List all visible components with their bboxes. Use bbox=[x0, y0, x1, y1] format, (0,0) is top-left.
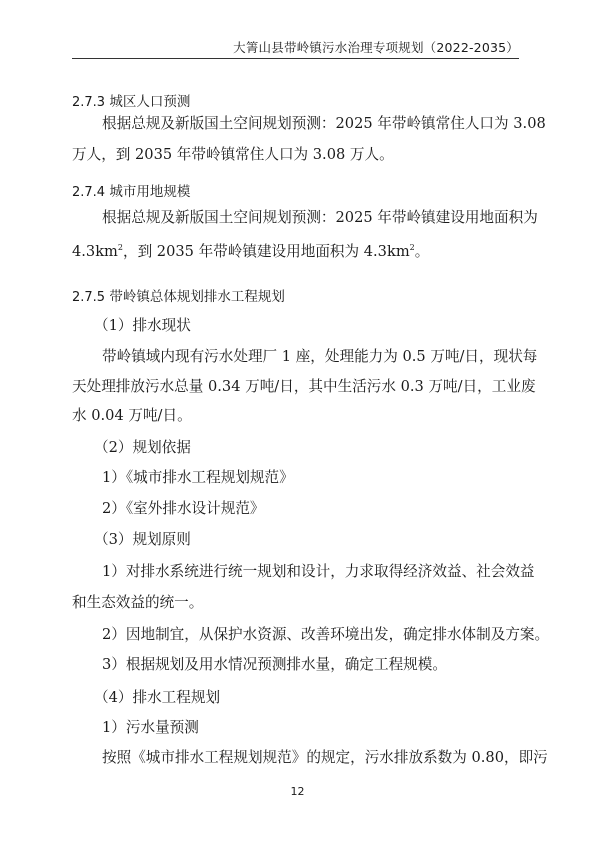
section-title: 城市用地规模 bbox=[109, 184, 191, 200]
subheading: （4）排水工程规划 bbox=[94, 689, 221, 706]
paragraph-line: 带岭镇域内现有污水处理厂 1 座，处理能力为 0.5 万吨/日，现状每 bbox=[102, 348, 538, 365]
list-item: 2）《室外排水设计规范》 bbox=[102, 500, 265, 517]
subheading: （2）规划依据 bbox=[94, 439, 191, 456]
section-heading-2-7-4 bbox=[72, 180, 190, 200]
paragraph-line: 水 0.04 万吨/日。 bbox=[72, 407, 192, 424]
page-number: 12 bbox=[290, 785, 305, 798]
list-item: 1）对排水系统进行统一规划和设计，力求取得经济效益、社会效益 bbox=[102, 563, 535, 580]
paragraph-line: 天处理排放污水总量 0.34 万吨/日，其中生活污水 0.3 万吨/日，工业废 bbox=[72, 378, 536, 395]
superscript: 2 bbox=[117, 243, 123, 252]
area-value: 4.3km bbox=[72, 243, 118, 260]
paragraph-line: 按照《城市排水工程规划规范》的规定，污水排放系数为 0.80，即污 bbox=[102, 749, 548, 766]
superscript: 2 bbox=[409, 243, 415, 252]
text-run: 。 bbox=[414, 243, 430, 260]
text-run: ，到 2035 年带岭镇建设用地面积为 4.3km bbox=[122, 243, 410, 260]
section-number: 2.7.5 bbox=[72, 290, 106, 305]
section-number: 2.7.4 bbox=[72, 185, 106, 200]
paragraph-line bbox=[72, 240, 429, 261]
running-header: 大箐山县带岭镇污水治理专项规划（2022-2035） bbox=[233, 40, 519, 55]
paragraph-line: 根据总规及新版国土空间规划预测：2025 年带岭镇建设用地面积为 bbox=[102, 209, 538, 226]
paragraph-line: 根据总规及新版国土空间规划预测：2025 年带岭镇常住人口为 3.08 bbox=[102, 115, 546, 132]
paragraph-line: 万人，到 2035 年带岭镇常住人口为 3.08 万人。 bbox=[72, 146, 394, 163]
section-title: 城区人口预测 bbox=[109, 94, 191, 110]
list-item: 1）污水量预测 bbox=[102, 719, 199, 736]
section-number: 2.7.3 bbox=[72, 95, 106, 110]
section-heading-2-7-5 bbox=[72, 285, 285, 305]
section-heading-2-7-3 bbox=[72, 90, 190, 110]
section-title: 带岭镇总体规划排水工程规划 bbox=[109, 289, 285, 305]
header-rule bbox=[72, 58, 519, 59]
subheading: （1）排水现状 bbox=[94, 317, 191, 334]
subheading: （3）规划原则 bbox=[94, 531, 191, 548]
list-item: 1）《城市排水工程规划规范》 bbox=[102, 469, 294, 486]
list-item: 3）根据规划及用水情况预测排水量，确定工程规模。 bbox=[102, 656, 447, 673]
paragraph-line: 和生态效益的统一。 bbox=[72, 594, 204, 611]
list-item: 2）因地制宜，从保护水资源、改善环境出发，确定排水体制及方案。 bbox=[102, 626, 550, 643]
